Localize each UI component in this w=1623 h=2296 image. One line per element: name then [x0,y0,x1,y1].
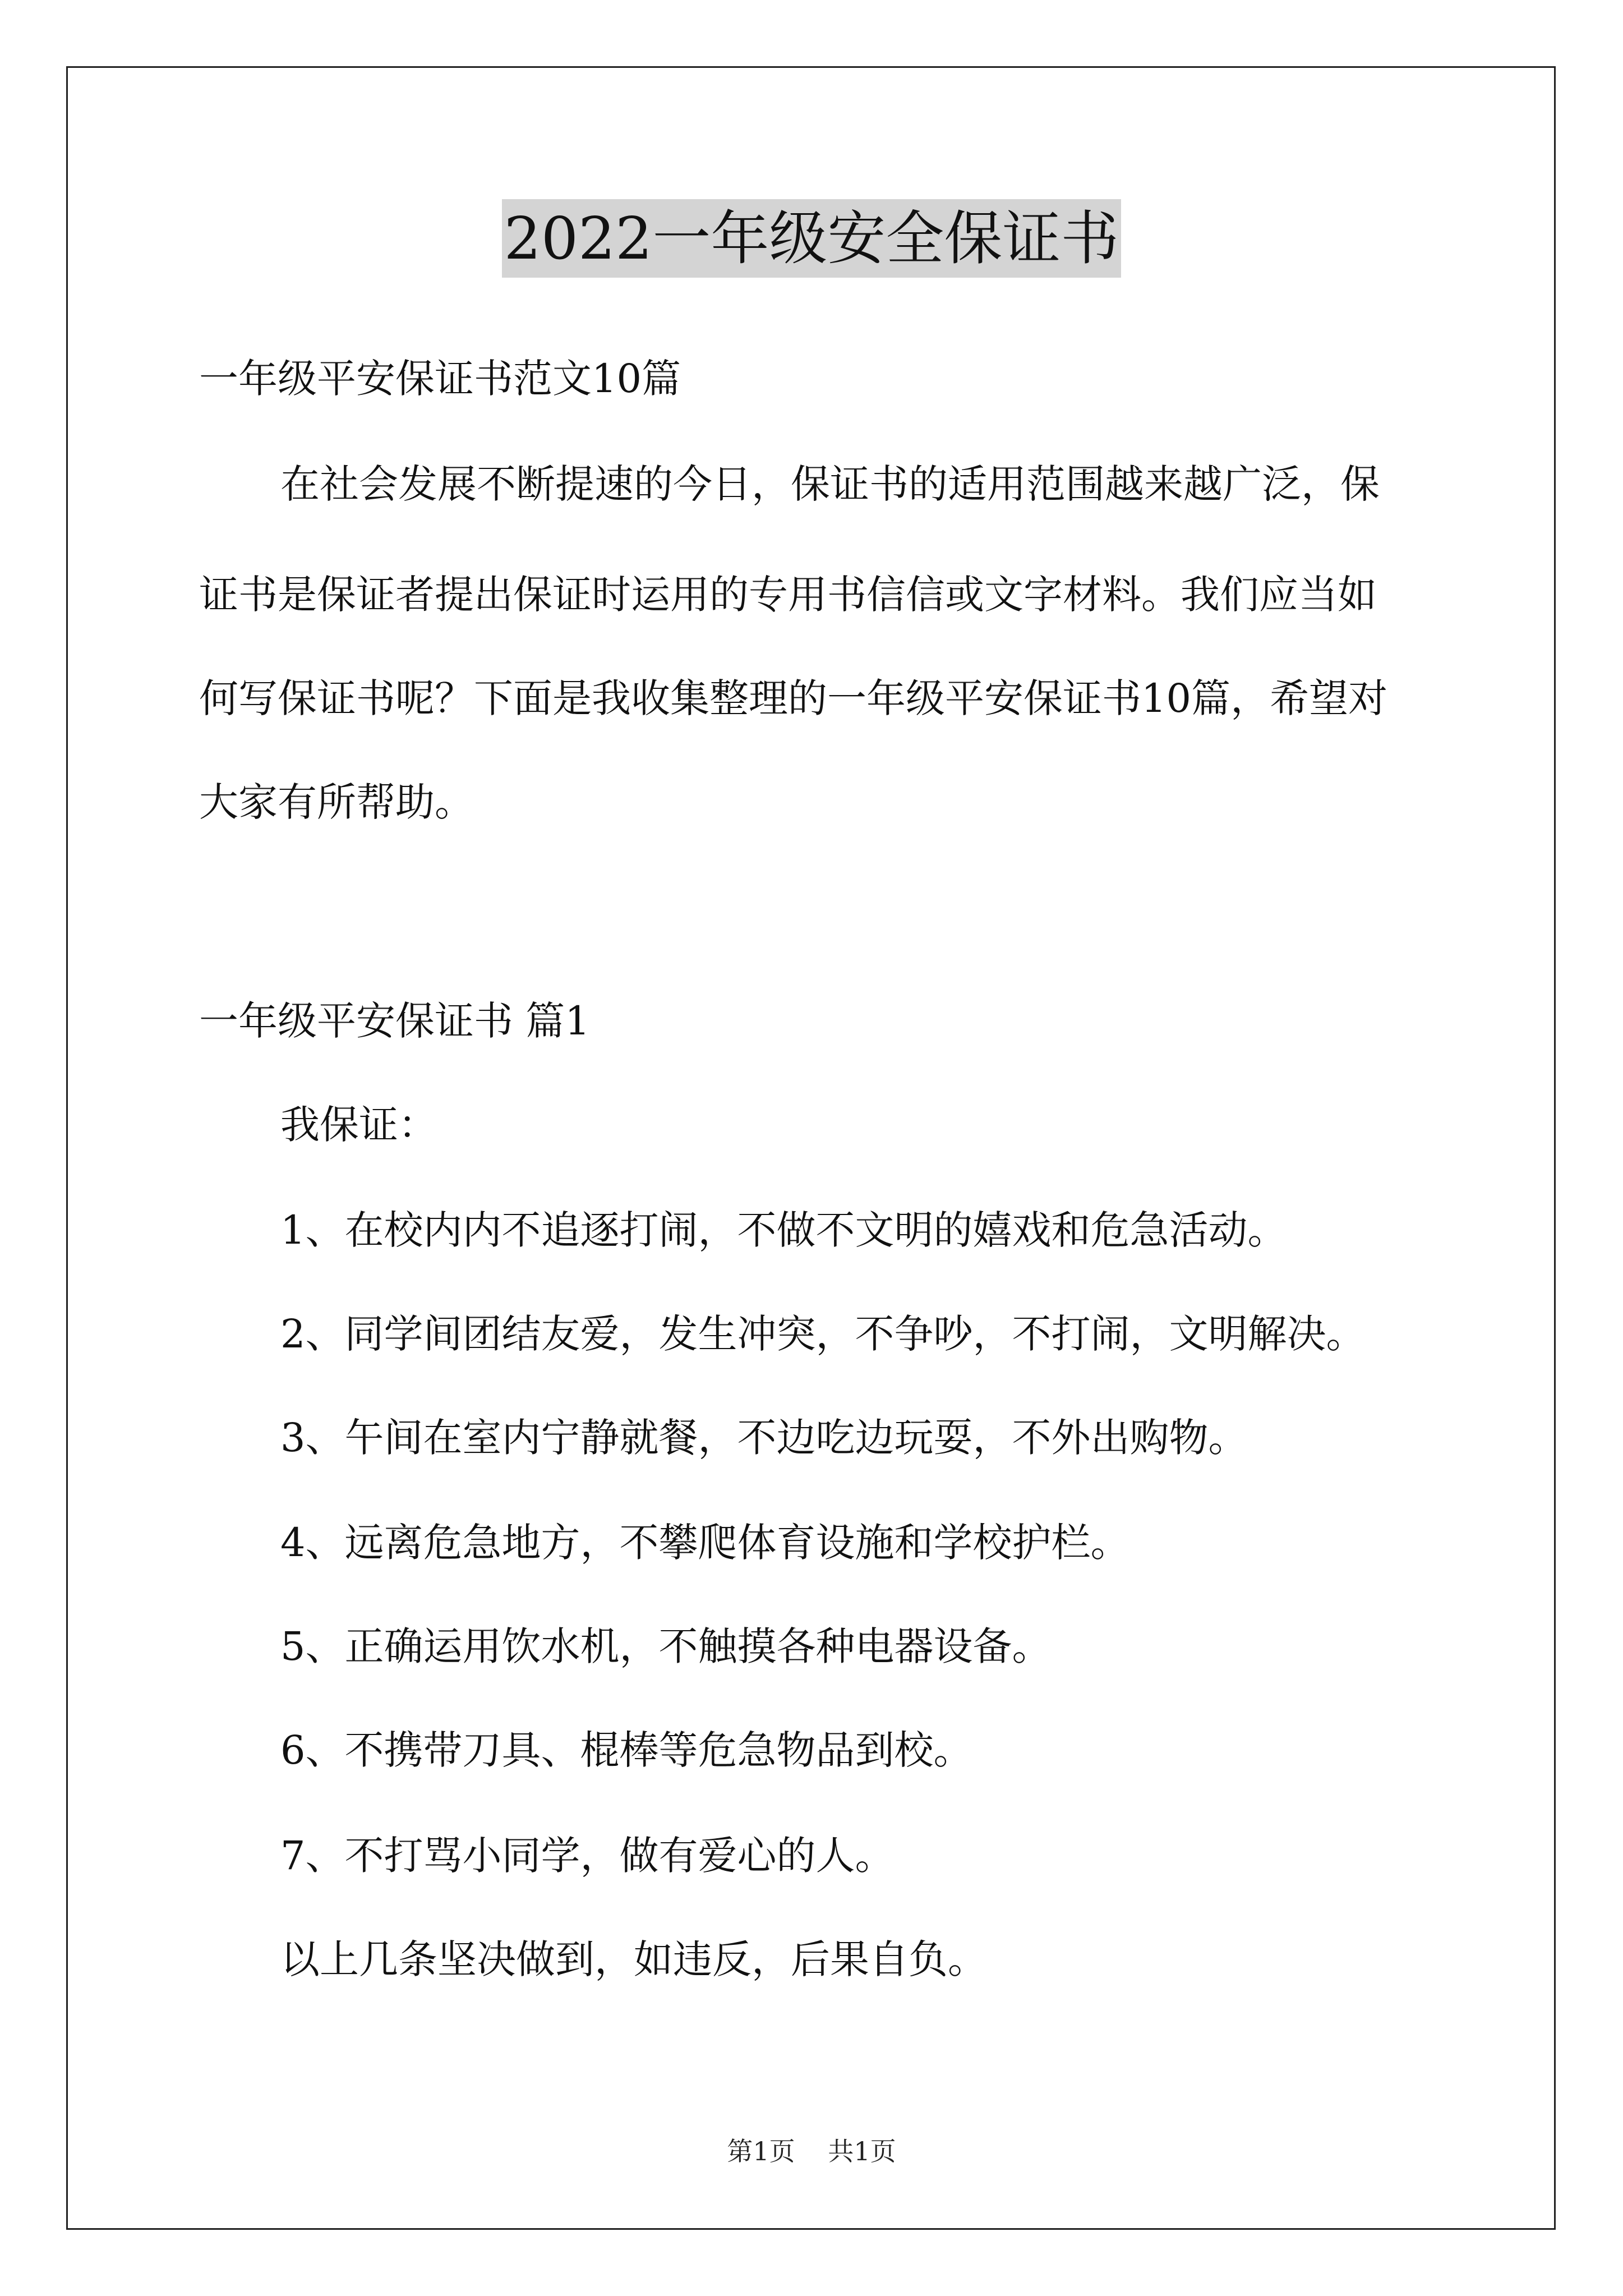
pledge-item: 3、午间在室内宁静就餐，不边吃边玩耍，不外出购物。 [280,1415,1248,1461]
page-footer [0,2134,1623,2168]
pledge-item: 2、同学间团结友爱，发生冲突，不争吵，不打闹，文明解决。 [280,1311,1366,1357]
page-current: 第1页 [727,2136,795,2166]
title-container [0,199,1623,278]
pledge-item: 7、不打骂小同学，做有爱心的人。 [280,1833,895,1879]
pledge-item: 5、正确运用饮水机，不触摸各种电器设备。 [280,1623,1052,1669]
document-title: 2022一年级安全保证书 [502,199,1122,278]
intro-line: 在社会发展不断提速的今日，保证书的适用范围越来越广泛，保 [280,461,1380,507]
closing-statement: 以上几条坚决做到，如违反，后果自负。 [280,1936,987,1982]
pledge-item: 6、不携带刀具、棍棒等危急物品到校。 [280,1727,973,1773]
intro-line: 何写保证书呢？下面是我收集整理的一年级平安保证书10篇，希望对 [199,675,1388,721]
subtitle: 一年级平安保证书范文10篇 [199,356,681,402]
pledge-intro: 我保证： [280,1102,437,1148]
section-heading: 一年级平安保证书 篇1 [199,998,590,1044]
intro-line: 证书是保证者提出保证时运用的专用书信信或文字材料。我们应当如 [199,572,1377,618]
page-total: 共1页 [828,2136,896,2166]
pledge-item: 4、远离危急地方，不攀爬体育设施和学校护栏。 [280,1520,1130,1566]
intro-line: 大家有所帮助。 [199,779,474,825]
pledge-item: 1、在校内内不追逐打闹，不做不文明的嬉戏和危急活动。 [280,1207,1287,1253]
